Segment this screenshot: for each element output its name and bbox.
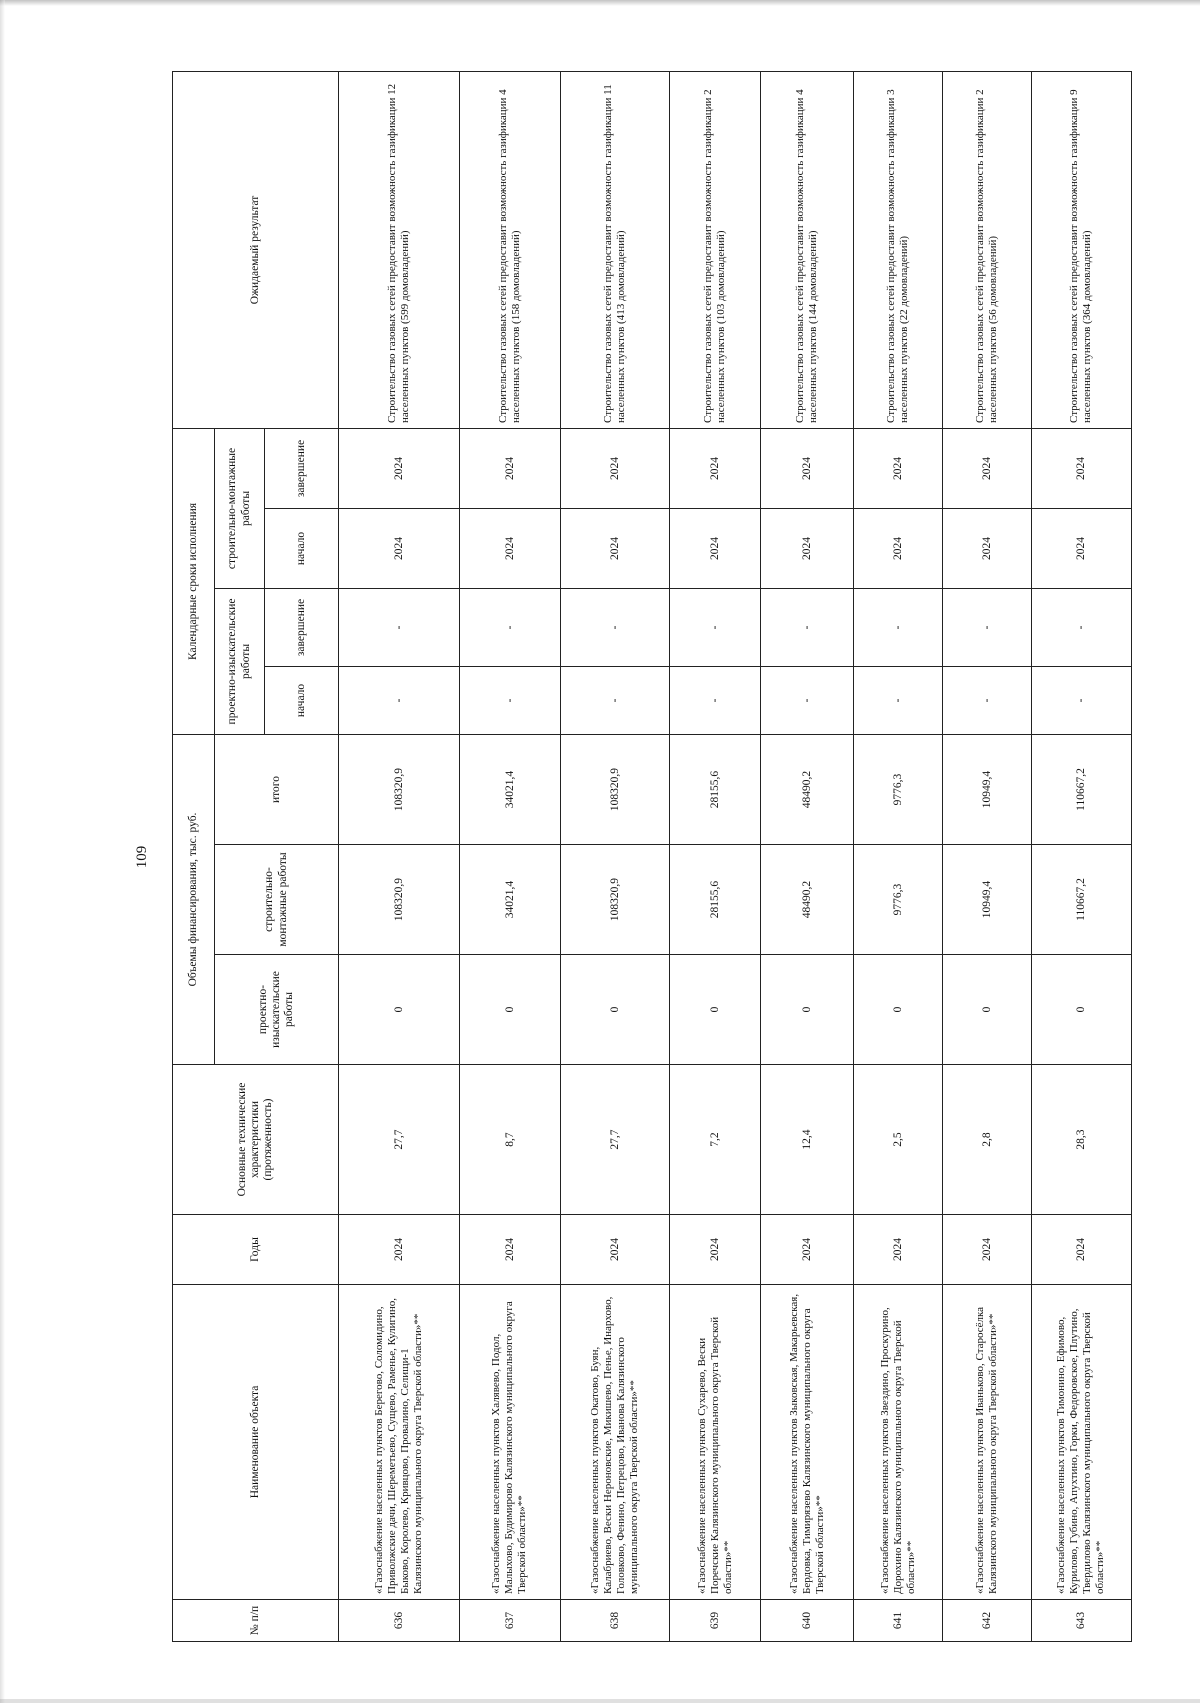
row-year: 2024	[560, 1215, 670, 1285]
row-constr-start: 2024	[761, 508, 854, 588]
object-name: «Газоснабжение населенных пунктов Звездино, Проскурино, Дорохино Калязинского муниципального округа Тверской области»**	[854, 1285, 943, 1600]
row-constr-end: 2024	[943, 428, 1032, 508]
row-fin-total: 108320,9	[560, 734, 670, 844]
row-expected-result: Строительство газовых сетей предоставит возможность газификации 9 населенных пунктов (364 домовладений)	[1031, 71, 1131, 428]
row-number: 639	[670, 1600, 761, 1642]
row-length: 12,4	[761, 1065, 854, 1215]
row-number: 643	[1031, 1600, 1131, 1642]
header-design-end: завершение	[265, 588, 339, 666]
row-design-start: -	[854, 666, 943, 734]
row-fin-total: 28155,6	[670, 734, 761, 844]
row-design-end: -	[339, 588, 460, 666]
table-row	[1031, 71, 1131, 1641]
table-row	[943, 71, 1032, 1641]
object-name: «Газоснабжение населенных пунктов Сухарево, Вески Поречские Калязинского муниципального округа Тверской области»**	[670, 1285, 761, 1600]
scan-edge-left	[0, 0, 5, 1703]
header-num: № п/п	[173, 1600, 339, 1642]
row-fin-total: 34021,4	[460, 734, 560, 844]
table-row	[339, 71, 460, 1641]
row-expected-result: Строительство газовых сетей предоставит возможность газификации 4 населенных пунктов (158 домовладений)	[460, 71, 560, 428]
row-year: 2024	[339, 1215, 460, 1285]
row-design-end: -	[460, 588, 560, 666]
row-year: 2024	[670, 1215, 761, 1285]
row-expected-result: Строительство газовых сетей предоставит возможность газификации 11 населенных пунктов (413 домовладений)	[560, 71, 670, 428]
row-length: 7,2	[670, 1065, 761, 1215]
row-fin-design: 0	[943, 955, 1032, 1065]
row-design-end: -	[854, 588, 943, 666]
row-constr-start: 2024	[670, 508, 761, 588]
row-fin-design: 0	[854, 955, 943, 1065]
row-fin-construction: 9776,3	[854, 845, 943, 955]
header-constr-end: завершение	[265, 428, 339, 508]
header-fin-design: проектно-изыскательские работы	[215, 955, 339, 1065]
row-expected-result: Строительство газовых сетей предоставит возможность газификации 2 населенных пунктов (56 домовладений)	[943, 71, 1032, 428]
row-constr-end: 2024	[854, 428, 943, 508]
table-row	[670, 71, 761, 1641]
row-design-start: -	[1031, 666, 1131, 734]
row-design-start: -	[943, 666, 1032, 734]
row-constr-end: 2024	[1031, 428, 1131, 508]
row-number: 637	[460, 1600, 560, 1642]
table-row	[460, 71, 560, 1641]
row-number: 638	[560, 1600, 670, 1642]
header-tech: Основные технические характеристики (протяженность)	[173, 1065, 339, 1215]
row-design-start: -	[339, 666, 460, 734]
header-cal-design: проектно-изыскательские работы	[215, 588, 265, 734]
row-length: 8,7	[460, 1065, 560, 1215]
row-constr-end: 2024	[761, 428, 854, 508]
row-fin-design: 0	[761, 955, 854, 1065]
row-fin-total: 9776,3	[854, 734, 943, 844]
row-constr-end: 2024	[339, 428, 460, 508]
row-design-start: -	[460, 666, 560, 734]
row-number: 640	[761, 1600, 854, 1642]
row-fin-design: 0	[1031, 955, 1131, 1065]
header-fin-total: итого	[215, 734, 339, 844]
header-cal-construction: строительно-монтажные работы	[215, 428, 265, 588]
row-length: 2,5	[854, 1065, 943, 1215]
object-name: «Газоснабжение населенных пунктов Окатово, Буян, Калабриево, Вески Нероновские, Микишево, Пенье, Инархово, Головково, Фенино, Петрецово, Иванова Калязинского муниципального округа Тверской области»**	[560, 1285, 670, 1600]
row-design-end: -	[1031, 588, 1131, 666]
row-fin-design: 0	[560, 955, 670, 1065]
row-fin-total: 48490,2	[761, 734, 854, 844]
row-constr-end: 2024	[460, 428, 560, 508]
row-year: 2024	[761, 1215, 854, 1285]
row-constr-end: 2024	[560, 428, 670, 508]
row-length: 27,7	[339, 1065, 460, 1215]
row-expected-result: Строительство газовых сетей предоставит возможность газификации 3 населенных пунктов (22 домовладений)	[854, 71, 943, 428]
row-fin-total: 110667,2	[1031, 734, 1131, 844]
row-year: 2024	[460, 1215, 560, 1285]
row-length: 2,8	[943, 1065, 1032, 1215]
header-fin-construction: строительно-монтажные работы	[215, 845, 339, 955]
row-constr-start: 2024	[854, 508, 943, 588]
object-name: «Газоснабжение населенных пунктов Халявево, Подол, Малыхово, Будимирово Калязинского муниципального округа Тверской области»**	[460, 1285, 560, 1600]
objects-table	[172, 71, 1132, 1642]
row-constr-start: 2024	[560, 508, 670, 588]
row-year: 2024	[943, 1215, 1032, 1285]
table-row	[761, 71, 854, 1641]
row-expected-result: Строительство газовых сетей предоставит возможность газификации 2 населенных пунктов (103 домовладений)	[670, 71, 761, 428]
row-fin-construction: 10949,4	[943, 845, 1032, 955]
row-number: 642	[943, 1600, 1032, 1642]
row-constr-start: 2024	[943, 508, 1032, 588]
header-constr-start: начало	[265, 508, 339, 588]
row-design-start: -	[670, 666, 761, 734]
row-length: 27,7	[560, 1065, 670, 1215]
row-constr-start: 2024	[1031, 508, 1131, 588]
row-fin-construction: 108320,9	[339, 845, 460, 955]
row-fin-total: 10949,4	[943, 734, 1032, 844]
scan-edge-bottom	[0, 1699, 1200, 1703]
row-fin-design: 0	[670, 955, 761, 1065]
scan-edge-top	[0, 0, 1200, 6]
row-fin-construction: 34021,4	[460, 845, 560, 955]
row-design-end: -	[761, 588, 854, 666]
header-calendar: Календарные сроки исполнения	[173, 428, 215, 734]
row-fin-total: 108320,9	[339, 734, 460, 844]
row-length: 28,3	[1031, 1065, 1131, 1215]
object-name: «Газоснабжение населенных пунктов Зыковская, Макарьевская, Бердовка, Тимирязево Калязинского муниципального округа Тверской области»**	[761, 1285, 854, 1600]
object-name: «Газоснабжение населенных пунктов Берегово, Соломидино, Приволжские дачи, Шереметьево, Сущево, Раменье, Кулигино, Быково, Королево, Кривцово, Провалино, Селищи-1 Калязинского муниципального округа Тверской области»**	[339, 1285, 460, 1600]
table-row	[854, 71, 943, 1641]
row-fin-construction: 28155,6	[670, 845, 761, 955]
page-number: 109	[134, 845, 150, 869]
row-fin-construction: 48490,2	[761, 845, 854, 955]
row-design-start: -	[560, 666, 670, 734]
row-number: 641	[854, 1600, 943, 1642]
row-fin-construction: 110667,2	[1031, 845, 1131, 955]
row-constr-start: 2024	[339, 508, 460, 588]
row-constr-start: 2024	[460, 508, 560, 588]
row-design-end: -	[670, 588, 761, 666]
object-name: «Газоснабжение населенных пунктов Тимонино, Ефимово, Курилово, Губино, Апухтино, Горки, Федоровское, Плутино, Твердилово Калязинского муниципального округа Тверской области»**	[1031, 1285, 1131, 1600]
object-name: «Газоснабжение населенных пунктов Иваньково, Старосёлка Калязинского муниципального округа Тверской области»**	[943, 1285, 1032, 1600]
row-design-end: -	[560, 588, 670, 666]
table-body	[339, 71, 1132, 1641]
row-year: 2024	[1031, 1215, 1131, 1285]
header-years: Годы	[173, 1215, 339, 1285]
row-fin-design: 0	[460, 955, 560, 1065]
row-number: 636	[339, 1600, 460, 1642]
row-constr-end: 2024	[670, 428, 761, 508]
row-design-start: -	[761, 666, 854, 734]
header-finance: Объемы финансирования, тыс. руб.	[173, 734, 215, 1064]
header-design-start: начало	[265, 666, 339, 734]
row-fin-design: 0	[339, 955, 460, 1065]
table-row	[560, 71, 670, 1641]
header-name: Наименование объекта	[173, 1285, 339, 1600]
row-expected-result: Строительство газовых сетей предоставит возможность газификации 12 населенных пунктов (599 домовладений)	[339, 71, 460, 428]
row-fin-construction: 108320,9	[560, 845, 670, 955]
row-expected-result: Строительство газовых сетей предоставит возможность газификации 4 населенных пунктов (144 домовладений)	[761, 71, 854, 428]
row-year: 2024	[854, 1215, 943, 1285]
rotated-page	[134, 72, 1132, 1642]
header-result: Ожидаемый результат	[173, 71, 339, 428]
row-design-end: -	[943, 588, 1032, 666]
